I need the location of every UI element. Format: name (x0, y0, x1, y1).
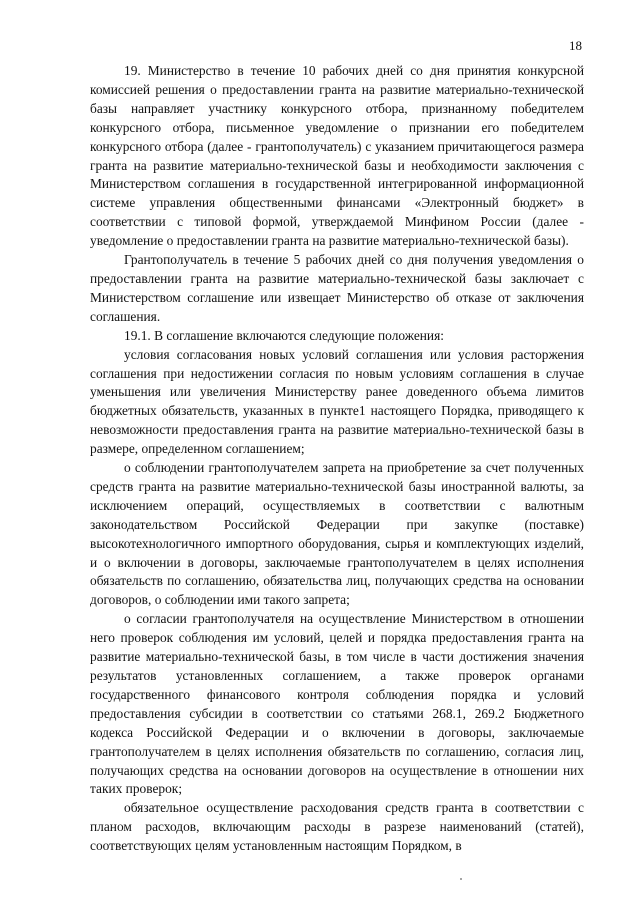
document-body (90, 62, 584, 856)
paragraph-agreement-terms: условия согласования новых условий соглашения или условия расторжения соглашения при недостижении согласия по новым условиям соглашения в случае уменьшения или увеличения Министерству ранее доведенного объема лимитов бюджетных обязательств, указанных в пункте1 настоящего Порядка, приводящего к невозможности предоставления гранта на развитие материально-технической базы в размере, определенном соглашением; (90, 346, 584, 457)
paragraph-inspections-consent: о согласии грантополучателя на осуществление Министерством в отношении него проверок соблюдения им условий, целей и порядка предоставления гранта на развитие материально-технической базы, в том числе в части достижения значения результатов установленных соглашением, а также проверок органами государственного финансового контроля соблюдения порядка и условий предоставления субсидии в соответствии со статьями 268.1, 269.2 Бюджетного кодекса Российской Федерации и о включении в договоры, заключаемые грантополучателем в целях исполнения обязательств по соглашению, согласия лиц, получающих средства на основании договоров на осуществление в отношении них таких проверок; (90, 611, 584, 797)
paragraph-grant-recipient: Грантополучатель в течение 5 рабочих дней со дня получения уведомления о предоставлении гранта на развитие материально-технической базы заключает с Министерством соглашение или извещает Министерство об отказе от заключения соглашения. (90, 252, 584, 324)
paragraph-currency-ban: о соблюдении грантополучателем запрета на приобретение за счет полученных средств гранта на развитие материально-технической базы иностранной валюты, за исключением операций, осуществляемых в соответствии с валютным законодательством Российской Федерации при закупке (поставке) высокотехнологичного импортного оборудования, сырья и комплектующих изделий, и о включении в договоры, заключаемые грантополучателем в целях исполнения обязательств по соглашению, обязательства лиц, получающих средства на основании договоров, о соблюдении ими такого запрета; (90, 460, 584, 608)
scan-speck (460, 878, 462, 880)
paragraph-19: 19. Министерство в течение 10 рабочих дней со дня принятия конкурсной комиссией решения о предоставлении гранта на развитие материально-технической базы направляет участнику конкурсного отбора, признанному победителем конкурсного отбора, письменное уведомление о признании его победителем конкурсного отбора (далее - грантополучатель) с указанием причитающегося размера гранта на развитие материально-технической базы и необходимости заключения с Министерством соглашения в государственной интегрированной информационной системе управления общественными финансами «Электронный бюджет» в соответствии с типовой формой, утверждаемой Минфином России (далее - уведомление о предоставлении гранта на развитие материально-технической базы). (90, 63, 584, 249)
paragraph-19-1: 19.1. В соглашение включаются следующие положения: (124, 327, 444, 343)
paragraph-spending-plan: обязательное осуществление расходования средств гранта в соответствии с планом расходов, включающим расходы в разрезе наименований (статей), соответствующих целям установленным настоящим Порядком, в (90, 800, 584, 854)
page-number: 18 (569, 38, 582, 53)
